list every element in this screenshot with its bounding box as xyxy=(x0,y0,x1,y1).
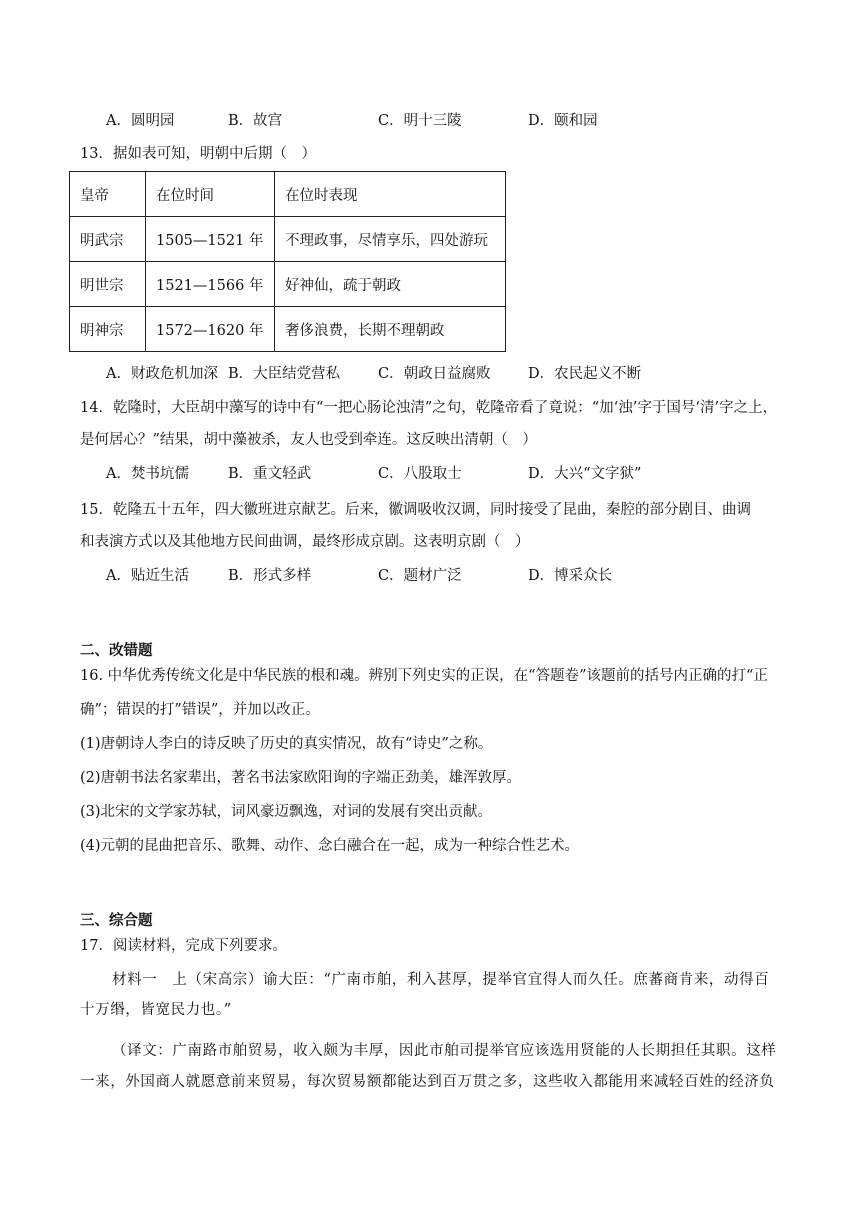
q13-option-b[interactable]: B．大臣结党营私 xyxy=(228,366,341,382)
q16-item-3: (3)北宋的文学家苏轼，词风豪迈飘逸，对词的发展有突出贡献。 xyxy=(80,804,493,820)
table-cell: 明神宗 xyxy=(70,307,146,352)
translation-line2: 一来，外国商人就愿意前来贸易，每次贸易额都能达到百万贯之多，这些收入都能用来减轻百姓的经济负 xyxy=(80,1074,775,1090)
table-cell: 1505—1521 年 xyxy=(146,217,275,262)
q12-option-b[interactable]: B．故宫 xyxy=(228,113,283,129)
table-row xyxy=(70,217,506,262)
material1-line2: 十万缗，皆宽民力也。” xyxy=(80,1002,232,1018)
table-header-cell: 在位时间 xyxy=(146,172,275,217)
q16-stem-line2: 确”；错误的打”错误”，并加以改正。 xyxy=(80,702,320,718)
table-cell: 明世宗 xyxy=(70,262,146,307)
q14-option-d[interactable]: D．大兴“文字狱” xyxy=(528,466,642,482)
q12-option-d[interactable]: D．颐和园 xyxy=(528,113,598,129)
table-row xyxy=(70,307,506,352)
q15-stem-line2: 和表演方式以及其他地方民间曲调，最终形成京剧。这表明京剧（ ） xyxy=(80,534,530,550)
table-header-cell: 皇帝 xyxy=(70,172,146,217)
table-cell: 好神仙，疏于朝政 xyxy=(275,262,506,307)
q16-stem-line1: 16. 中华优秀传统文化是中华民族的根和魂。辨别下列史实的正误，在“答题卷”该题前的括号内正确的打“正 xyxy=(80,668,768,684)
q14-option-a[interactable]: A．焚书坑儒 xyxy=(106,466,189,482)
table-row xyxy=(70,262,506,307)
section-heading-comprehensive: 三、综合题 xyxy=(80,913,153,929)
q14-option-c[interactable]: C．八股取士 xyxy=(378,466,462,482)
q16-item-1: (1)唐朝诗人李白的诗反映了历史的真实情况，故有“诗史”之称。 xyxy=(80,736,493,752)
material1-line1: 材料一 上（宋高宗）谕大臣：“广南市舶，利入甚厚，提举官宜得人而久任。庶蕃商肯来，动得百 xyxy=(112,972,770,988)
q13-option-d[interactable]: D．农民起义不断 xyxy=(528,366,642,382)
q14-stem-line1: 14．乾隆时，大臣胡中藻写的诗中有“一把心肠论浊清”之句，乾隆帝看了竟说：“加‘浊’字于国号‘清’字之上， xyxy=(80,400,778,416)
q13-stem: 13．据如表可知，明朝中后期（ ） xyxy=(80,146,316,162)
q14-option-b[interactable]: B．重文轻武 xyxy=(228,466,312,482)
translation-line1: （译文：广南路市舶贸易，收入颇为丰厚，因此市舶司提举官应该选用贤能的人长期担任其职。这样 xyxy=(112,1043,777,1059)
q15-option-b[interactable]: B．形式多样 xyxy=(228,568,312,584)
table-header-cell: 在位时表现 xyxy=(275,172,506,217)
q13-option-a[interactable]: A．财政危机加深 xyxy=(106,366,218,382)
table-header-row xyxy=(70,172,506,217)
table-cell: 1572—1620 年 xyxy=(146,307,275,352)
q12-option-c[interactable]: C．明十三陵 xyxy=(378,113,462,129)
q13-table xyxy=(69,171,506,352)
q17-stem: 17．阅读材料，完成下列要求。 xyxy=(80,938,287,954)
q15-stem-line1: 15．乾隆五十五年，四大徽班进京献艺。后来，徽调吸收汉调，同时接受了昆曲，秦腔的部分剧目、曲调 xyxy=(80,502,751,518)
table-cell: 不理政事，尽情享乐，四处游玩 xyxy=(275,217,506,262)
q13-option-c[interactable]: C．朝政日益腐败 xyxy=(378,366,491,382)
q15-option-c[interactable]: C．题材广泛 xyxy=(378,568,462,584)
q16-item-4: (4)元朝的昆曲把音乐、歌舞、动作、念白融合在一起，成为一种综合性艺术。 xyxy=(80,838,580,854)
table-cell: 明武宗 xyxy=(70,217,146,262)
table-cell: 奢侈浪费，长期不理朝政 xyxy=(275,307,506,352)
q15-option-a[interactable]: A．贴近生活 xyxy=(106,568,189,584)
q16-item-2: (2)唐朝书法名家辈出，著名书法家欧阳询的字端正劲美，雄浑敦厚。 xyxy=(80,770,522,786)
q12-option-a[interactable]: A．圆明园 xyxy=(106,113,175,129)
q15-option-d[interactable]: D．博采众长 xyxy=(528,568,613,584)
section-heading-corrections: 二、改错题 xyxy=(80,643,153,659)
q14-stem-line2: 是何居心？”结果，胡中藻被杀，友人也受到牵连。这反映出清朝（ ） xyxy=(80,432,537,448)
table-cell: 1521—1566 年 xyxy=(146,262,275,307)
